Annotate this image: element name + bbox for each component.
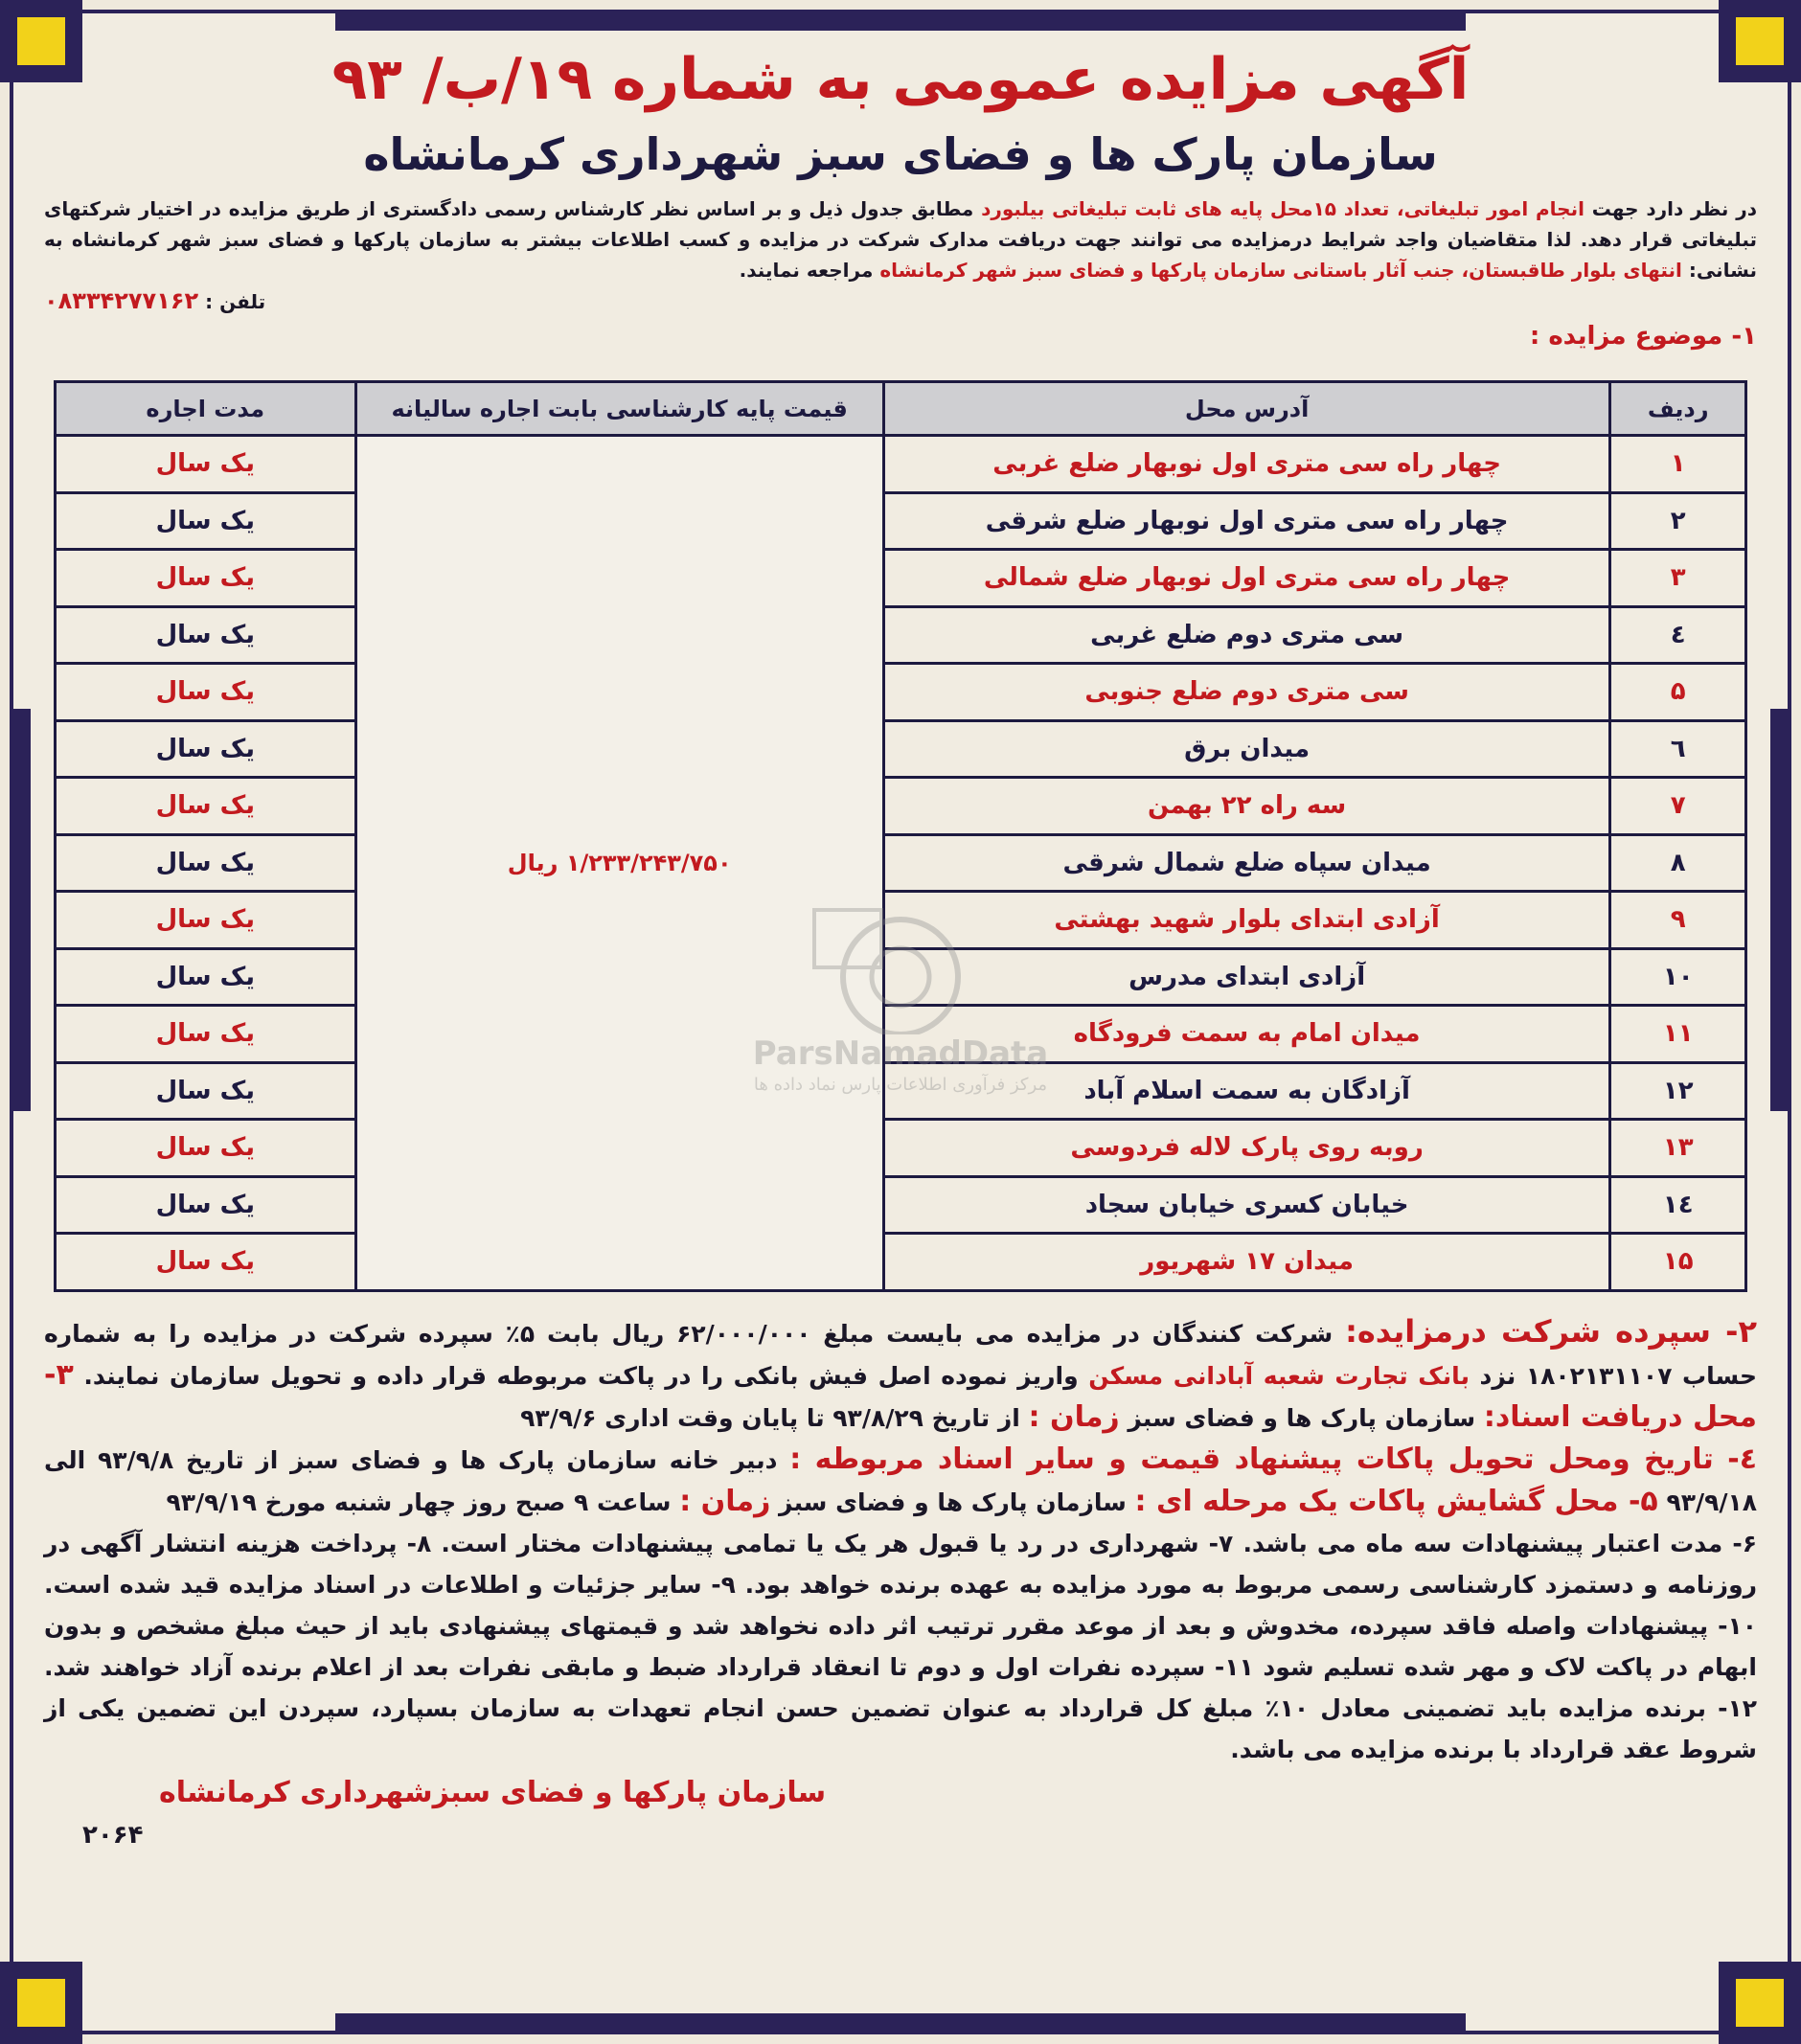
row-duration: یک سال xyxy=(56,492,356,550)
row-address: خیابان کسری خیابان سجاد xyxy=(883,1176,1610,1234)
border-ornament xyxy=(10,709,31,1111)
table-row xyxy=(56,492,1746,550)
border-ornament xyxy=(335,2013,1466,2034)
table-row xyxy=(56,1120,1746,1177)
col-header-price: قیمت پایه کارشناسی بابت اجاره سالیانه xyxy=(355,382,883,436)
row-address: آزادی ابتدای مدرس xyxy=(883,948,1610,1006)
watermark xyxy=(718,891,1083,1121)
row-duration: یک سال xyxy=(56,834,356,892)
row-number: ۷ xyxy=(1610,778,1746,835)
table-row xyxy=(56,1176,1746,1234)
table-row xyxy=(56,778,1746,835)
auction-table xyxy=(54,380,1747,1292)
notice-title: آگهی مزایده عمومی به شماره ۱۹/ب/ ۹۳ xyxy=(331,46,1470,113)
row-number: ۳ xyxy=(1610,550,1746,607)
row-duration: یک سال xyxy=(56,1062,356,1120)
row-duration: یک سال xyxy=(56,1120,356,1177)
row-duration: یک سال xyxy=(56,606,356,664)
corner-ornament xyxy=(1719,1962,1801,2044)
row-duration: یک سال xyxy=(56,778,356,835)
row-address: سی متری دوم ضلع غربی xyxy=(883,606,1610,664)
row-number: ۱۲ xyxy=(1610,1062,1746,1120)
intro-paragraph: در نظر دارد جهت انجام امور تبلیغاتی، تعداد ۱۵محل پایه های ثابت تبلیغاتی بیلبورد مطابق جدول ذیل و بر اساس نظر کارشناس رسمی دادگستری از طریق مزایده در اختیار شرکتهای تبلیغاتی قرار دهد. لذا متقاضیان واجد شرایط درمزایده می توانند جهت دریافت مدارک شرکت در مزایده و کسب اطلاعات بیشتر به سازمان پارکها و فضای سبز شهر کرمانشاه به نشانی: انتهای بلوار طاقبستان، جنب آثار باستانی سازمان پارکها و فضای سبز شهر کرمانشاه مراجعه نمایند. تلفن : ۰۸۳۳۴۲۷۷۱۶۲ xyxy=(44,193,1757,317)
table-row xyxy=(56,1234,1746,1291)
col-header-duration: مدت اجاره xyxy=(56,382,356,436)
row-address: میدان سپاه ضلع شمال شرقی xyxy=(883,834,1610,892)
row-duration: یک سال xyxy=(56,664,356,721)
row-address: میدان امام به سمت فرودگاه xyxy=(883,1006,1610,1063)
row-number: ۱۱ xyxy=(1610,1006,1746,1063)
phone-label: تلفن : xyxy=(205,290,266,313)
watermark-name: ParsNamadData xyxy=(752,1034,1049,1073)
row-duration: یک سال xyxy=(56,1006,356,1063)
table-row xyxy=(56,436,1746,493)
row-duration: یک سال xyxy=(56,948,356,1006)
table-row xyxy=(56,720,1746,778)
row-duration: یک سال xyxy=(56,550,356,607)
row-number: ٤ xyxy=(1610,606,1746,664)
row-address: روبه روی پارک لاله فردوسی xyxy=(883,1120,1610,1177)
notice-code: ۲۰۶۴ xyxy=(82,1820,144,1850)
row-address: آزادی ابتدای بلوار شهید بهشتی xyxy=(883,892,1610,949)
watermark-subtitle: مرکز فرآوری اطلاعات پارس نماد داده ها xyxy=(753,1075,1048,1095)
table-row xyxy=(56,550,1746,607)
phone-line xyxy=(44,285,1757,317)
row-address: میدان ۱۷ شهریور xyxy=(883,1234,1610,1291)
row-address: سی متری دوم ضلع جنوبی xyxy=(883,664,1610,721)
row-number: ۹ xyxy=(1610,892,1746,949)
row-number: ۸ xyxy=(1610,834,1746,892)
row-address: چهار راه سی متری اول نوبهار ضلع شمالی xyxy=(883,550,1610,607)
row-duration: یک سال xyxy=(56,892,356,949)
watermark-logo-icon xyxy=(718,891,1083,1034)
border-ornament xyxy=(1770,709,1791,1111)
row-address: میدان برق xyxy=(883,720,1610,778)
row-number: ۱۳ xyxy=(1610,1120,1746,1177)
row-duration: یک سال xyxy=(56,1176,356,1234)
row-duration: یک سال xyxy=(56,1234,356,1291)
row-number: ۱ xyxy=(1610,436,1746,493)
row-address: چهار راه سی متری اول نوبهار ضلع شرقی xyxy=(883,492,1610,550)
row-number: ۵ xyxy=(1610,664,1746,721)
col-header-address: آدرس محل xyxy=(883,382,1610,436)
row-address: سه راه ۲۲ بهمن xyxy=(883,778,1610,835)
row-number: ۱۰ xyxy=(1610,948,1746,1006)
row-duration: یک سال xyxy=(56,720,356,778)
row-duration: یک سال xyxy=(56,436,356,493)
table-row xyxy=(56,834,1746,892)
section-title: ۱- موضوع مزایده : xyxy=(1529,322,1757,351)
organization-name: سازمان پارک ها و فضای سبز شهرداری کرمانشاه xyxy=(363,128,1438,180)
table-row xyxy=(56,606,1746,664)
phone-number: ۰۸۳۳۴۲۷۷۱۶۲ xyxy=(44,287,199,314)
corner-ornament xyxy=(0,1962,82,2044)
terms-paragraph: ۲- سپرده شرکت درمزایده: شرکت کنندگان در مزایده می بایست مبلغ ۶۲/۰۰۰/۰۰۰ ریال بابت ۵٪ سپرده شرکت در مزایده را به شماره حساب ۱۸۰۲۱۳۱۱۰۷ نزد بانک تجارت شعبه آبادانی مسکن واریز نموده اصل فیش بانکی را در پاکت مربوطه قرار داده و تحویل سازمان نمایند. ۳- محل دریافت اسناد: سازمان پارک ها و فضای سبز زمان : از تاریخ ۹۳/۸/۲۹ تا پایان وقت اداری ۹۳/۹/۶ ٤- تاریخ ومحل تحویل پاکات پیشنهاد قیمت و سایر اسناد مربوطه : دبیر خانه سازمان پارک ها و فضای سبز از تاریخ ۹۳/۹/۸ الی ۹۳/۹/۱۸ ۵- محل گشایش پاکات یک مرحله ای : سازمان پارک ها و فضای سبز زمان : ساعت ۹ صبح روز چهار شنبه مورخ ۹۳/۹/۱۹ ۶- مدت اعتبار پیشنهادات سه ماه می باشد. ۷- شهرداری در رد یا قبول هر یک یا تمامی پیشنهادات مختار است. ۸- پرداخت هزینه انتشار آگهی در روزنامه و دستمزد کارشناسی رسمی مربوط به مورد مزایده به عهده برنده خواهد بود. ۹- سایر جزئیات و اطلاعات در اسناد مزایده قید شده است. ۱۰- پیشنهادات واصله فاقد سپرده، مخدوش و بعد از موعد مقرر ترتیب اثر داده نخواهد شد و قیمتهای پیشنهادی باید از حیث مبلغ مشخص و بدون ابهام در پاکت لاک و مهر شده تسلیم شود ۱۱- سپرده نفرات اول و دوم تا انعقاد قرارداد ضبط و مابقی نفرات بعد از اعلام برنده آزاد خواهند شد. ۱۲- برنده مزایده باید تضمینی معادل ۱۰٪ مبلغ کل قرارداد به عنوان تضمین حسن انجام تعهدات به سازمان بسپارد، سپردن این تضمین یکی از شروط عقد قرارداد با برنده مزایده می باشد. xyxy=(44,1312,1758,1763)
row-number: ۱٤ xyxy=(1610,1176,1746,1234)
col-header-num: ردیف xyxy=(1610,382,1746,436)
base-price: ۱/۲۳۳/۲۴۳/۷۵۰ ریال xyxy=(355,436,883,1291)
table-row xyxy=(56,664,1746,721)
row-address: چهار راه سی متری اول نوبهار ضلع غربی xyxy=(883,436,1610,493)
row-address: آزادگان به سمت اسلام آباد xyxy=(883,1062,1610,1120)
row-number: ۱۵ xyxy=(1610,1234,1746,1291)
row-number: ٦ xyxy=(1610,720,1746,778)
signature: سازمان پارکها و فضای سبزشهرداری کرمانشاه xyxy=(159,1775,827,1809)
row-number: ۲ xyxy=(1610,492,1746,550)
border-ornament xyxy=(335,10,1466,31)
